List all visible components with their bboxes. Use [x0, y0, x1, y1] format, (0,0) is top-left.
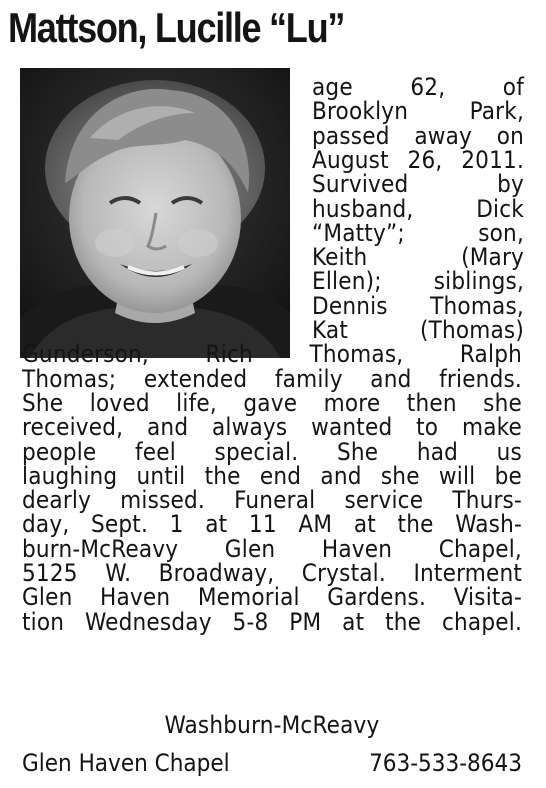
funeral-home-phone: 763-533-8643	[369, 749, 522, 777]
body-line: Kat (Thomas)	[312, 316, 524, 344]
body-line: Keith (Mary	[312, 243, 524, 272]
obituary-headline: Mattson, Lucille “Lu”	[8, 4, 345, 51]
funeral-home-chapel: Glen Haven Chapel	[22, 749, 230, 777]
body-line: tion Wednesday 5-8 PM at the chapel.	[22, 607, 522, 636]
body-line: day, Sept. 1 at 11 AM at the Wash-	[22, 510, 522, 539]
body-line: Survived by	[312, 170, 524, 199]
body-line: burn-McReavy Glen Haven Chapel,	[22, 534, 522, 563]
body-line: people feel special. She had us	[22, 437, 522, 466]
portrait-photo	[20, 68, 290, 358]
body-line: Glen Haven Memorial Gardens. Visita-	[22, 583, 522, 612]
body-line: age 62, of	[312, 73, 524, 101]
body-line: 5125 W. Broadway, Crystal. Interment	[22, 559, 522, 587]
body-line: Dennis Thomas,	[312, 291, 524, 320]
body-line: “Matty”; son,	[312, 218, 524, 247]
body-line: dearly missed. Funeral service Thurs-	[22, 486, 522, 515]
body-line: Gunderson, Rich Thomas, Ralph	[22, 340, 522, 369]
body-line: laughing until the end and she will be	[22, 461, 522, 490]
body-line: passed away on	[312, 121, 524, 150]
body-line: husband, Dick	[312, 194, 524, 223]
body-line: August 26, 2011.	[312, 145, 524, 174]
body-line: Thomas; extended family and friends.	[22, 364, 522, 393]
body-line: Ellen); siblings,	[312, 267, 524, 296]
body-line: She loved life, gave more then she	[22, 388, 522, 417]
body-line: Brooklyn Park,	[312, 97, 524, 126]
funeral-home-name: Washburn-McReavy	[164, 711, 380, 739]
body-line: received, and always wanted to make	[22, 413, 522, 442]
